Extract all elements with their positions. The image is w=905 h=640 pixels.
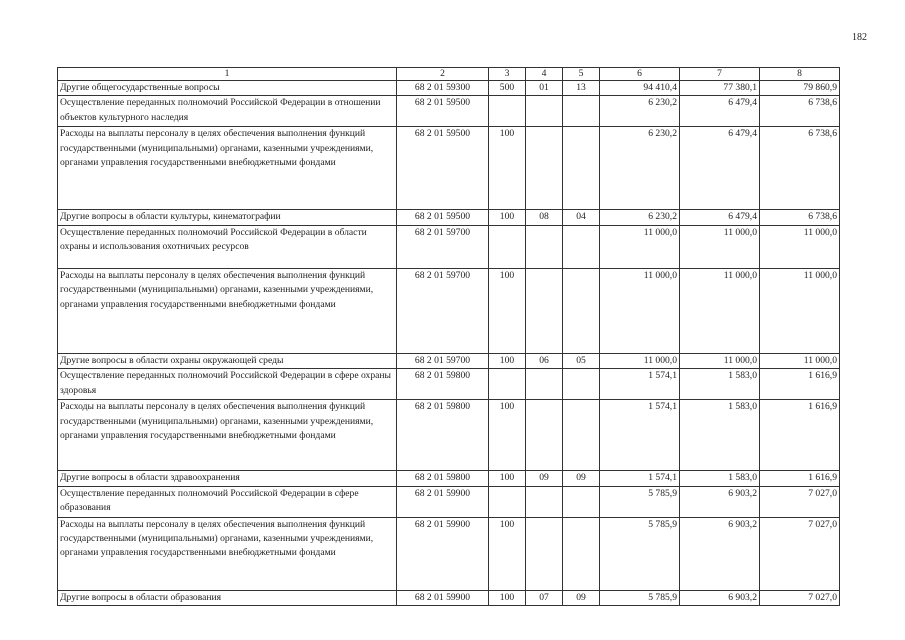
cell-code: 68 2 01 59700 [397,268,489,353]
cell-y3: 11 000,0 [760,225,840,268]
cell-y1: 6 230,2 [600,96,680,127]
cell-vr [489,369,526,400]
cell-y3: 79 860,9 [760,81,840,96]
table-row [58,96,840,127]
cell-name: Расходы на выплаты персоналу в целях обеспечения выполнения функций государственными (муниципальными) органами, казенными учреждениями, органами управления государственными внебюджетными фондами [58,268,397,353]
cell-y3: 7 027,0 [760,590,840,605]
cell-code: 68 2 01 59300 [397,81,489,96]
cell-y3: 1 616,9 [760,400,840,471]
table-row [58,210,840,225]
cell-pr: 09 [563,471,600,486]
header-cell-6: 6 [600,68,680,81]
cell-name: Другие вопросы в области охраны окружающей среды [58,353,397,368]
cell-name: Осуществление переданных полномочий Российской Федерации в отношении объектов культурного наследия [58,96,397,127]
cell-code: 68 2 01 59500 [397,127,489,210]
cell-rz: 06 [526,353,563,368]
cell-y2: 11 000,0 [680,225,760,268]
cell-y1: 11 000,0 [600,225,680,268]
cell-vr: 100 [489,268,526,353]
cell-pr [563,127,600,210]
cell-y2: 6 479,4 [680,127,760,210]
cell-name: Осуществление переданных полномочий Российской Федерации в сфере образования [58,486,397,517]
header-cell-1: 1 [58,68,397,81]
cell-name: Другие вопросы в области образования [58,590,397,605]
cell-name: Расходы на выплаты персоналу в целях обеспечения выполнения функций государственными (муниципальными) органами, казенными учреждениями, органами управления государственными внебюджетными фондами [58,517,397,590]
header-cell-4: 4 [526,68,563,81]
cell-vr: 100 [489,210,526,225]
cell-rz: 08 [526,210,563,225]
table-row [58,225,840,268]
cell-code: 68 2 01 59800 [397,471,489,486]
cell-rz [526,369,563,400]
cell-y2: 6 479,4 [680,96,760,127]
cell-pr [563,369,600,400]
cell-y2: 1 583,0 [680,369,760,400]
cell-y3: 11 000,0 [760,353,840,368]
table-row [58,471,840,486]
header-cell-2: 2 [397,68,489,81]
table-row [58,517,840,590]
cell-rz [526,517,563,590]
cell-y3: 7 027,0 [760,517,840,590]
cell-name: Другие вопросы в области культуры, кинематографии [58,210,397,225]
cell-y1: 94 410,4 [600,81,680,96]
cell-y1: 1 574,1 [600,471,680,486]
cell-name: Осуществление переданных полномочий Российской Федерации в сфере охраны здоровья [58,369,397,400]
cell-y2: 6 903,2 [680,486,760,517]
cell-rz [526,486,563,517]
table-row [58,268,840,353]
cell-y2: 6 479,4 [680,210,760,225]
cell-y3: 6 738,6 [760,127,840,210]
cell-code: 68 2 01 59900 [397,590,489,605]
cell-y1: 11 000,0 [600,268,680,353]
cell-y2: 6 903,2 [680,517,760,590]
cell-rz: 01 [526,81,563,96]
cell-y2: 11 000,0 [680,353,760,368]
table-body [58,81,840,606]
cell-pr: 09 [563,590,600,605]
header-cell-3: 3 [489,68,526,81]
cell-rz [526,127,563,210]
table-row [58,127,840,210]
cell-code: 68 2 01 59500 [397,210,489,225]
cell-vr: 100 [489,517,526,590]
cell-y1: 5 785,9 [600,517,680,590]
cell-code: 68 2 01 59500 [397,96,489,127]
cell-rz [526,268,563,353]
cell-y3: 7 027,0 [760,486,840,517]
cell-code: 68 2 01 59700 [397,225,489,268]
cell-name: Расходы на выплаты персоналу в целях обеспечения выполнения функций государственными (муниципальными) органами, казенными учреждениями, органами управления государственными внебюджетными фондами [58,400,397,471]
table-row [58,400,840,471]
cell-y3: 1 616,9 [760,369,840,400]
cell-vr [489,486,526,517]
cell-code: 68 2 01 59900 [397,517,489,590]
header-cell-5: 5 [563,68,600,81]
cell-rz [526,96,563,127]
cell-pr: 04 [563,210,600,225]
cell-pr [563,96,600,127]
table-row [58,81,840,96]
cell-rz [526,225,563,268]
cell-rz: 09 [526,471,563,486]
cell-vr: 100 [489,590,526,605]
cell-name: Расходы на выплаты персоналу в целях обеспечения выполнения функций государственными (муниципальными) органами, казенными учреждениями, органами управления государственными внебюджетными фондами [58,127,397,210]
cell-code: 68 2 01 59900 [397,486,489,517]
cell-y2: 1 583,0 [680,471,760,486]
cell-vr: 100 [489,353,526,368]
cell-y2: 77 380,1 [680,81,760,96]
cell-rz [526,400,563,471]
cell-vr [489,225,526,268]
cell-name: Другие вопросы в области здравоохранения [58,471,397,486]
table-row [58,353,840,368]
cell-y1: 6 230,2 [600,127,680,210]
cell-y1: 5 785,9 [600,486,680,517]
header-cell-8: 8 [760,68,840,81]
budget-table [57,67,840,606]
cell-pr [563,517,600,590]
cell-y1: 11 000,0 [600,353,680,368]
cell-y1: 5 785,9 [600,590,680,605]
cell-code: 68 2 01 59700 [397,353,489,368]
cell-y2: 11 000,0 [680,268,760,353]
cell-y1: 1 574,1 [600,400,680,471]
cell-y3: 6 738,6 [760,210,840,225]
header-cell-7: 7 [680,68,760,81]
cell-vr: 100 [489,471,526,486]
cell-pr: 13 [563,81,600,96]
table-row [58,486,840,517]
cell-vr: 100 [489,400,526,471]
cell-pr [563,486,600,517]
cell-vr [489,96,526,127]
cell-vr: 100 [489,127,526,210]
table-row [58,369,840,400]
cell-y3: 6 738,6 [760,96,840,127]
cell-vr: 500 [489,81,526,96]
cell-y2: 6 903,2 [680,590,760,605]
cell-pr [563,268,600,353]
cell-pr [563,400,600,471]
cell-rz: 07 [526,590,563,605]
cell-y1: 6 230,2 [600,210,680,225]
cell-pr [563,225,600,268]
table-header-row [58,68,840,81]
cell-name: Другие общегосударственные вопросы [58,81,397,96]
cell-name: Осуществление переданных полномочий Российской Федерации в области охраны и использования охотничьих ресурсов [58,225,397,268]
cell-y3: 11 000,0 [760,268,840,353]
cell-y2: 1 583,0 [680,400,760,471]
cell-y3: 1 616,9 [760,471,840,486]
cell-y1: 1 574,1 [600,369,680,400]
cell-pr: 05 [563,353,600,368]
table-row [58,590,840,605]
page-number: 182 [852,32,867,43]
cell-code: 68 2 01 59800 [397,400,489,471]
cell-code: 68 2 01 59800 [397,369,489,400]
